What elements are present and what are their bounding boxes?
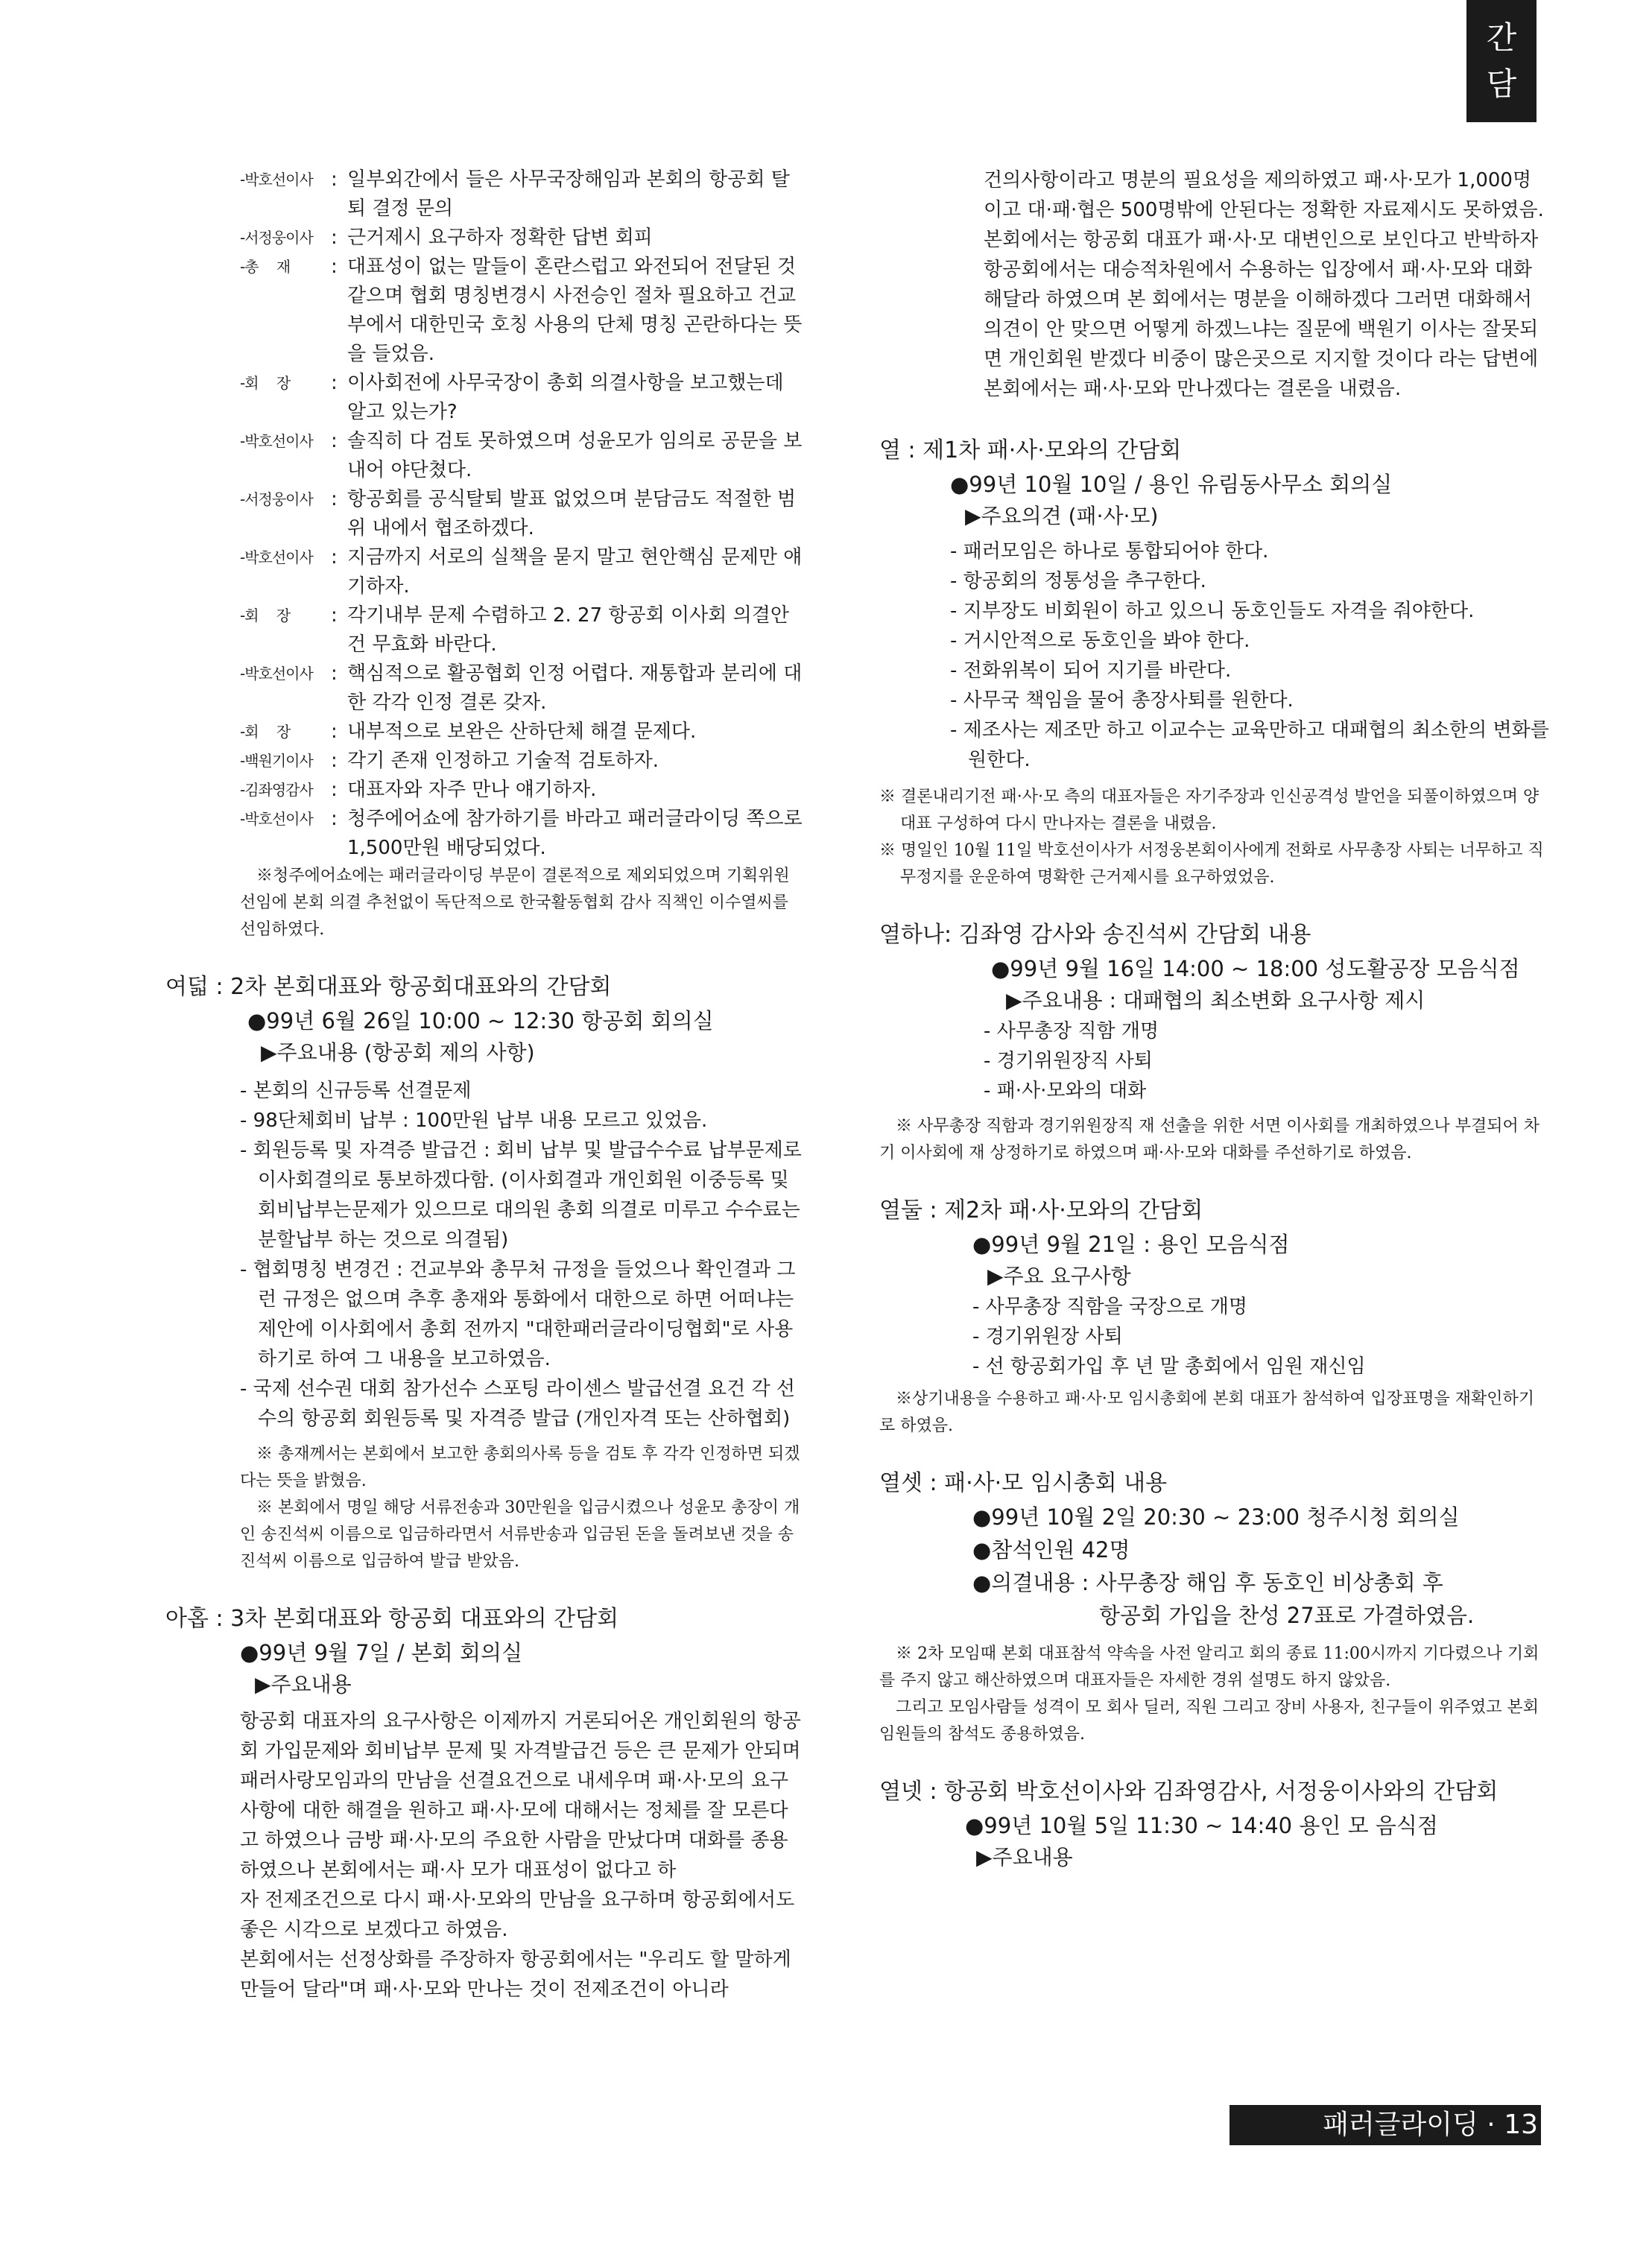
dialogue-text: 항공회를 공식탈퇴 발표 없었으며 분담금도 적절한 범위 내에서 협조하겠다. [347,488,797,539]
speaker: -박호선이사 [240,432,313,450]
section-tab [1466,0,1537,122]
dialogue-line: -회 장 : 내부적으로 보완은 산하단체 해결 문제다. [240,718,806,747]
dialogue-text: 내부적으로 보완은 산하단체 해결 문제다. [347,721,697,743]
dialogue-line: -회 장 : 각기내부 문제 수렴하고 2. 27 항공회 이사회 의결안건 무효화 바란다. [240,601,806,659]
list-item: - 98단체회비 납부 : 100만원 납부 내용 모르고 있었음. [240,1109,708,1132]
list-item: - 전화위복이 되어 지기를 바란다. [950,659,1232,682]
dialogue-text: 지금까지 서로의 실책을 묻지 말고 현안핵심 문제만 얘기하자. [347,546,803,598]
dialogue-line: -회 장 : 이사회전에 사무국장이 총회 의결사항을 보고했는데 알고 있는가? [240,369,806,427]
footnote: ※ 본회에서 명일 해당 서류전송과 30만원을 입금시켰으나 성윤모 총장이 개인 송진석씨 이름으로 입금하라면서 서류반송과 입금된 돈을 돌려보낸 것을 송진석씨 이름으로 입금하여 발급 받았음. [240,1498,800,1571]
section-heading: 아홉 : 3차 본회대표와 항공회 대표와의 간담회 [165,1606,619,1632]
list-item: - 경기위원장 사퇴 [972,1326,1123,1348]
meeting-info: ●99년 6월 26일 10:00 ~ 12:30 항공회 회의실 [247,1008,714,1033]
sub-heading: ▶주요내용 [255,1672,352,1697]
dialogue-line: -김좌영감사 : 대표자와 자주 만나 얘기하자. [240,776,806,805]
section-14 [879,1775,1550,1873]
paragraph: 항공회 대표자의 요구사항은 이제까지 거론되어온 개인회원의 항공회 가입문제와 회비납부 문제 및 자격발급건 등은 큰 문제가 안되며 패러사랑모임과의 만남을 선결요건으로 내세우며 패·사·모의 요구사항에 대한 해결을 원하고 패·사·모에 대해서는 정체를 잘 모른다고 하였으나 금방 패·사·모의 주요한 사람을 만났다며 대화를 종용하였으나 본회에서는 패·사 모가 대표성이 없다고 하 [240,1710,801,1881]
dialogue-text: 대표자와 자주 만나 얘기하자. [347,779,597,801]
list-item: - 패·사·모와의 대화 [984,1080,1147,1102]
footnote: ※ 결론내리기전 패·사·모 측의 대표자들은 자기주장과 인신공격성 발언을 되풀이하였으며 양대표 구성하여 다시 만나자는 결론을 내렸음. [879,788,1539,833]
list-item: - 본회의 신규등록 선결문제 [240,1080,472,1102]
footnote: ※상기내용을 수용하고 패·사·모 임시총회에 본회 대표가 참석하여 입장표명을 재확인하기로 하였음. [879,1390,1535,1435]
list-item: - 사무국 책임을 물어 총장사퇴를 원한다. [950,689,1294,712]
list-item: - 국제 선수권 대회 참가선수 스포팅 라이센스 발급선결 요건 각 선수의 항공회 회원등록 및 자격증 발급 (개인자격 또는 산하협회) [240,1378,796,1430]
dialogue-text: 각기내부 문제 수렴하고 2. 27 항공회 이사회 의결안건 무효화 바란다. [347,604,789,656]
speaker: -박호선이사 [240,665,313,683]
speaker: -김좌영감사 [240,781,313,799]
left-column [165,165,806,2004]
meeting-info: ●99년 9월 7일 / 본회 회의실 [240,1640,523,1665]
speaker: -회 장 [240,374,291,392]
sub-heading: ▶주요내용 [976,1845,1073,1870]
page-footer: 패러글라이딩 · 13 [1229,2105,1541,2145]
section-11 [879,918,1550,1167]
section-9 [165,1602,806,2004]
dialogue-line: -박호선이사 : 청주에어쇼에 참가하기를 바라고 패러글라이딩 쪽으로 1,500만원 배당되었다. [240,805,806,863]
dialogue-text: 청주에어쇼에 참가하기를 바라고 패러글라이딩 쪽으로 1,500만원 배당되었다. [347,808,803,859]
speaker: -회 장 [240,723,291,741]
speaker: -박호선이사 [240,810,313,828]
paragraph: 본회에서는 항공회 대표가 패·사·모 대변인으로 보인다고 반박하자 항공회에서는 대승적차원에서 수용하는 입장에서 패·사·모와 대화 해달라 하였으며 본 회에서는 명분을 이해하겠다 그러면 대화해서 의견이 안 맞으면 어떻게 하겠느냐는 질문에 백원기 이사는 잘못되면 개인회원 받겠다 비중이 많은곳으로 지지할 것이다 라는 답변에 본회에서는 패·사·모와 만나겠다는 결론을 내렸음. [984,229,1539,400]
dialogue-line: -박호선이사 : 일부외간에서 들은 사무국장해임과 본회의 항공회 탈퇴 결정 문의 [240,165,806,224]
meeting-info: ●99년 9월 21일 : 용인 모음식점 [972,1232,1290,1257]
section-13 [879,1466,1550,1748]
list-item: - 사무총장 직함 개명 [984,1020,1159,1042]
section-heading: 열넷 : 항공회 박호선이사와 김좌영감사, 서정웅이사와의 간담회 [879,1779,1498,1805]
list-item: - 제조사는 제조만 하고 이교수는 교육만하고 대패협의 최소한의 변화를 원한다. [950,719,1549,771]
meeting-info: ●99년 10월 10일 / 용인 유림동사무소 회의실 [950,472,1393,497]
list-item: - 협회명칭 변경건 : 건교부와 총무처 규정을 들었으나 확인결과 그런 규정은 없으며 추후 총재와 통화에서 대한으로 하면 어떠냐는 제안에 이사회에서 총회 전까지 "대한패러글라이딩협회"로 사용하기로 하여 그 내용을 보고하였음. [240,1259,796,1370]
speaker: -백원기이사 [240,752,313,770]
meeting-info: ●99년 9월 16일 14:00 ~ 18:00 성도활공장 모음식점 [991,956,1520,981]
resolution: ●의결내용 : 사무총장 해임 후 동호인 비상총회 후 [972,1570,1443,1595]
sub-heading: ▶주요의견 (패·사·모) [965,504,1159,528]
dialogue-line: -박호선이사 : 지금까지 서로의 실책을 묻지 말고 현안핵심 문제만 얘기하자. [240,543,806,601]
resolution-result: 항공회 가입을 찬성 27표로 가결하였음. [1099,1603,1475,1628]
dialogue-text: 일부외간에서 들은 사무국장해임과 본회의 항공회 탈퇴 결정 문의 [347,168,790,220]
dialogue-text: 대표성이 없는 말들이 혼란스럽고 와전되어 전달된 것 같으며 협회 명칭변경시 사전승인 절차 필요하고 건교부에서 대한민국 호칭 사용의 단체 명칭 곤란하다는 뜻을 들었음. [347,256,803,365]
bullet-list [240,1076,806,1434]
dialogue-text: 각기 존재 인정하고 기술적 검토하자. [347,750,659,772]
dialogue-text: 근거제시 요구하자 정확한 답변 회피 [347,227,653,249]
section-8 [165,970,806,1575]
right-column [879,165,1550,1873]
list-item: - 사무총장 직함을 국장으로 개명 [972,1296,1247,1318]
bullet-list [972,1292,1550,1381]
speaker: -회 장 [240,607,291,624]
list-item: - 경기위원장직 사퇴 [984,1050,1153,1072]
section-12 [879,1194,1550,1440]
dialogue-line: -박호선이사 : 솔직히 다 검토 못하였으며 성윤모가 임의로 공문을 보내어 야단쳤다. [240,427,806,485]
footnote: ※ 명일인 10월 11일 박호선이사가 서정웅본회이사에게 전화로 사무총장 사퇴는 너무하고 직무정지를 운운하여 명확한 근거제시를 요구하였었음. [879,841,1544,887]
sub-heading: ▶주요내용 (항공회 제의 사항) [261,1040,535,1065]
dialogue-line: -서정웅이사 : 항공회를 공식탈퇴 발표 없었으며 분담금도 적절한 범위 내에서 협조하겠다. [240,485,806,543]
speaker: -박호선이사 [240,171,313,189]
dialogue-text: 솔직히 다 검토 못하였으며 성윤모가 임의로 공문을 보내어 야단쳤다. [347,430,803,481]
dialogue-line: -총 재 : 대표성이 없는 말들이 혼란스럽고 와전되어 전달된 것 같으며 협회 명칭변경시 사전승인 절차 필요하고 건교부에서 대한민국 호칭 사용의 단체 명칭 곤란하다는 뜻을 들었음. [240,253,806,369]
list-item: - 항공회의 정통성을 추구한다. [950,570,1206,592]
tab-char: 간 [1486,19,1517,56]
speaker: -박호선이사 [240,548,313,566]
list-item: - 거시안적으로 동호인을 봐야 한다. [950,630,1250,652]
bullet-list [950,536,1550,775]
meeting-info: ●99년 10월 2일 20:30 ~ 23:00 청주시청 회의실 [972,1504,1460,1530]
section-heading: 열셋 : 패·사·모 임시총회 내용 [879,1470,1168,1496]
section-heading: 열둘 : 제2차 패·사·모와의 간담회 [879,1197,1203,1224]
sub-heading: ▶주요내용 : 대패협의 최소변화 요구사항 제시 [1006,988,1425,1013]
section-heading: 열하나: 김좌영 감사와 송진석씨 간담회 내용 [879,922,1311,948]
bullet-list [984,1016,1550,1106]
dialogue-line: -백원기이사 : 각기 존재 인정하고 기술적 검토하자. [240,747,806,776]
paragraph: 자 전제조건으로 다시 패·사·모와의 만남을 요구하며 항공회에서도 좋은 시각으로 보겠다고 하였음. [240,1889,795,1941]
dialogue-text: 핵심적으로 활공협회 인정 어렵다. 재통합과 분리에 대한 각각 인정 결론 갖자. [347,662,803,714]
section-heading: 여덟 : 2차 본회대표와 항공회대표와의 간담회 [165,974,612,1000]
footnote: ※ 2차 모임때 본회 대표참석 약속을 사전 알리고 회의 종료 11:00시까지 기다렸으나 기회를 주지 않고 해산하였으며 대표자들은 자세한 경위 설명도 하지 않았음. [879,1645,1539,1690]
section-10 [879,434,1550,891]
tab-char: 담 [1486,66,1517,102]
footnote: ※ 총재께서는 본회에서 보고한 총회의사록 등을 검토 후 각각 인정하면 되겠다는 뜻을 밝혔음. [240,1445,800,1490]
dialogue-text: 이사회전에 사무국장이 총회 의결사항을 보고했는데 알고 있는가? [347,372,784,423]
speaker: -총 재 [240,258,291,276]
list-item: - 회원등록 및 자격증 발급건 : 회비 납부 및 발급수수료 납부문제로 이사회결의로 통보하겠다함. (이사회결과 개인회원 이중등록 및 회비납부는문제가 있으므로 대의원 총회 의결로 미루고 수수료는 분할납부 하는 것으로 의결됨) [240,1139,802,1251]
speaker: -서정웅이사 [240,490,313,508]
sub-heading: ▶주요 요구사항 [987,1264,1131,1288]
list-item: - 패러모임은 하나로 통합되어야 한다. [950,540,1269,563]
footnote: ※ 사무총장 직함과 경기위원장직 재 선출을 위한 서면 이사회를 개최하였으나 부결되어 차기 이사회에 재 상정하기로 하였으며 패·사·모와 대화를 주선하기로 하였음. [879,1117,1539,1162]
footnote: 그리고 모임사람들 성격이 모 회사 딜러, 직원 그리고 장비 사용자, 친구들이 위주였고 본회임원들의 참석도 종용하였음. [879,1698,1539,1744]
speaker: -서정웅이사 [240,229,313,247]
paragraph: 본회에서는 선정상화를 주장하자 항공회에서는 "우리도 할 말하게 만들어 달라"며 패·사·모와 만나는 것이 전제조건이 아니라 [240,1949,791,2001]
meeting-info: ●99년 10월 5일 11:30 ~ 14:40 용인 모 음식점 [965,1813,1438,1838]
attendance: ●참석인원 42명 [972,1537,1130,1563]
list-item: - 지부장도 비회원이 하고 있으니 동호인들도 자격을 줘야한다. [950,600,1475,622]
dialogue-line: -서정웅이사 : 근거제시 요구하자 정확한 답변 회피 [240,224,806,253]
section-heading: 열 : 제1차 패·사·모와의 간담회 [879,437,1182,463]
dialogue-line: -박호선이사 : 핵심적으로 활공협회 인정 어렵다. 재통합과 분리에 대한 각각 인정 결론 갖자. [240,659,806,718]
list-item: - 선 항공회가입 후 년 말 총회에서 임원 재신임 [972,1355,1366,1378]
paragraph: 건의사항이라고 명분의 필요성을 제의하였고 패·사·모가 1,000명이고 대·패·협은 500명밖에 안된다는 정확한 자료제시도 못하였음. [984,169,1544,221]
dialogue-list [240,165,806,863]
footnote: ※청주에어쇼에는 패러글라이딩 부문이 결론적으로 제외되었으며 기획위원 선임에 본회 의결 추천없이 독단적으로 한국활동협회 감사 직책인 이수열씨를 선임하였다. [240,867,790,939]
